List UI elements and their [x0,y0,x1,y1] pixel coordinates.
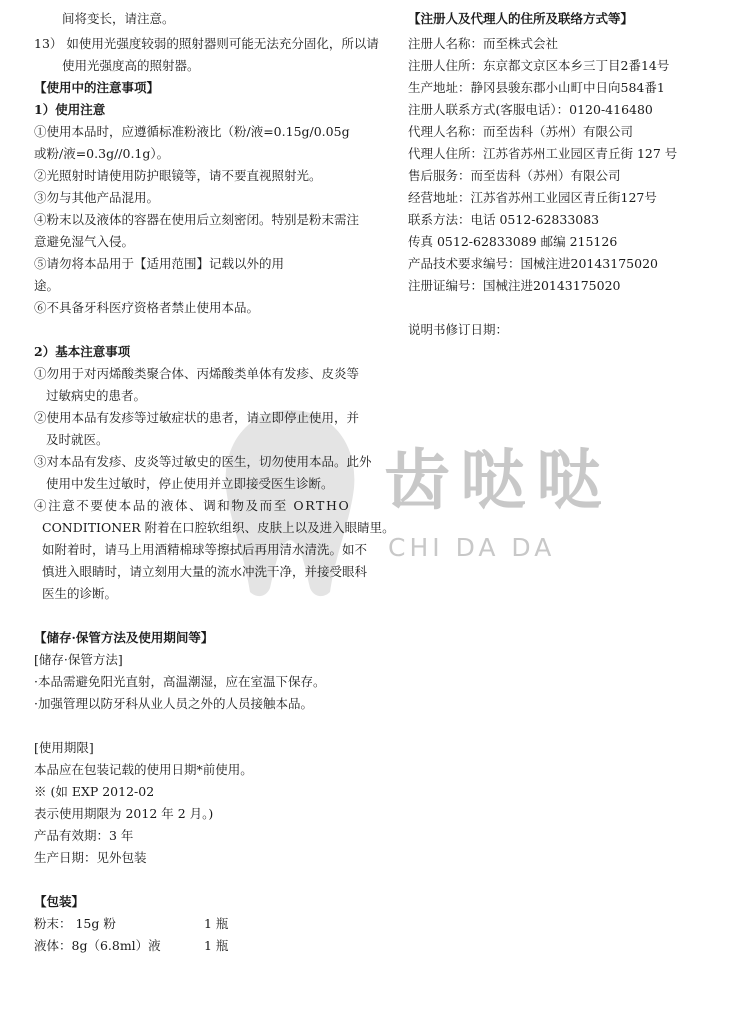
basic-item-4-line2: CONDITIONER 附着在口腔软组织、皮肤上以及进入眼睛里。 [42,520,395,535]
storage-section-header: 【储存·保管方法及使用期间等】 [34,630,214,645]
basic-item-1-line2: 过敏病史的患者。 [46,388,147,403]
package-section-header: 【包装】 [34,894,85,909]
period-line-1: 本品应在包装记载的使用日期*前使用。 [34,762,253,777]
package-row-1-item: 粉末： 15g 粉 [34,916,116,931]
registrant-line: 代理人名称：而至齿科（苏州）有限公司 [408,124,634,139]
usage-section-header: 【使用中的注意事项】 [34,80,160,95]
package-row-2-qty: 1 瓶 [204,938,229,953]
package-row-2-item: 液体：8g（6.8ml）液 [34,938,161,953]
basic-item-4-line5: 医生的诊断。 [42,586,118,601]
registrant-line: 生产地址：静冈县骏东郡小山町中日向584番1 [408,80,665,95]
storage-item-1: ·本品需避免阳光直射，高温潮湿，应在室温下保存。 [34,674,326,689]
registrant-line: 产品技术要求编号：国械注进20143175020 [408,256,658,271]
usage-item-5-line2: 途。 [34,278,60,293]
watermark-subtitle: CHI DA DA [388,533,556,562]
basic-notes-title: 2）基本注意事项 [34,344,131,359]
watermark-title: 齿哒哒 [384,442,612,519]
period-line-2: ※ (如 EXP 2012-02 [34,784,155,799]
usage-item-6: ⑥不具备牙科医疗资格者禁止使用本品。 [34,300,260,315]
basic-item-2-line1: ②使用本品有发疹等过敏症状的患者，请立即停止使用，并 [34,410,360,425]
usage-item-1-line1: ①使用本品时，应遵循标准粉液比（粉/液=0.15g/0.05g [34,124,350,139]
registrant-line: 注册证编号：国械注进20143175020 [408,278,621,293]
note13-line1: 13） 如使用光强度较弱的照射器则可能无法充分固化，所以请 [34,36,379,51]
registrant-line: 注册人联系方式(客服电话）：0120-416480 [408,102,653,117]
storage-subtitle: [储存·保管方法] [34,652,123,667]
period-line-4: 产品有效期：3 年 [34,828,134,843]
basic-item-3-line2: 使用中发生过敏时，停止使用并立即接受医生诊断。 [46,476,334,491]
registrant-line: 传真 0512-62833089 邮编 215126 [408,234,618,249]
revision-date-label: 说明书修订日期： [408,322,509,337]
registrant-line: 注册人住所：东京都文京区本乡三丁目2番14号 [408,58,670,73]
note13-line2: 使用光强度高的照射器。 [62,58,200,73]
registrant-section-header: 【注册人及代理人的住所及联络方式等】 [408,11,634,26]
registrant-line: 联系方法：电话 0512-62833083 [408,212,600,227]
note12-tail: 间将变长，请注意。 [62,11,175,26]
basic-item-2-line2: 及时就医。 [46,432,109,447]
basic-item-4-line4: 慎进入眼睛时，请立刻用大量的流水冲洗干净，并接受眼科 [42,564,368,579]
basic-item-4-line3: 如附着时，请马上用酒精棉球等擦拭后再用清水清洗。如不 [42,542,368,557]
registrant-line: 经营地址：江苏省苏州工业园区青丘街127号 [408,190,657,205]
usage-item-4-line2: 意避免湿气入侵。 [34,234,135,249]
registrant-line: 售后服务：而至齿科（苏州）有限公司 [408,168,621,183]
period-subtitle: [使用期限] [34,740,94,755]
period-line-3: 表示使用期限为 2012 年 2 月。) [34,806,214,821]
basic-item-4-line1: ④注意不要使本品的液体、调和物及而至 ORTHO [34,498,351,513]
usage-subsection-1-title: 1）使用注意 [34,102,106,117]
usage-item-4-line1: ④粉末以及液体的容器在使用后立刻密闭。特别是粉末需注 [34,212,360,227]
period-line-5: 生产日期：见外包装 [34,850,147,865]
basic-item-1-line1: ①勿用于对丙烯酸类聚合体、丙烯酸类单体有发疹、皮炎等 [34,366,360,381]
storage-item-2: ·加强管理以防牙科从业人员之外的人员接触本品。 [34,696,313,711]
basic-item-3-line1: ③对本品有发疹、皮炎等过敏史的医生，切勿使用本品。此外 [34,454,372,469]
package-row-1-qty: 1 瓶 [204,916,229,931]
usage-item-3: ③勿与其他产品混用。 [34,190,160,205]
registrant-line: 代理人住所：江苏省苏州工业园区青丘街 127 号 [408,146,678,161]
usage-item-1-line2: 或粉/液=0.3g//0.1g）。 [34,146,170,161]
usage-item-5-line1: ⑤请勿将本品用于【适用范围】记载以外的用 [34,256,285,271]
registrant-line: 注册人名称：而至株式会社 [408,36,559,51]
usage-item-2: ②光照射时请使用防护眼镜等，请不要直视照射光。 [34,168,322,183]
